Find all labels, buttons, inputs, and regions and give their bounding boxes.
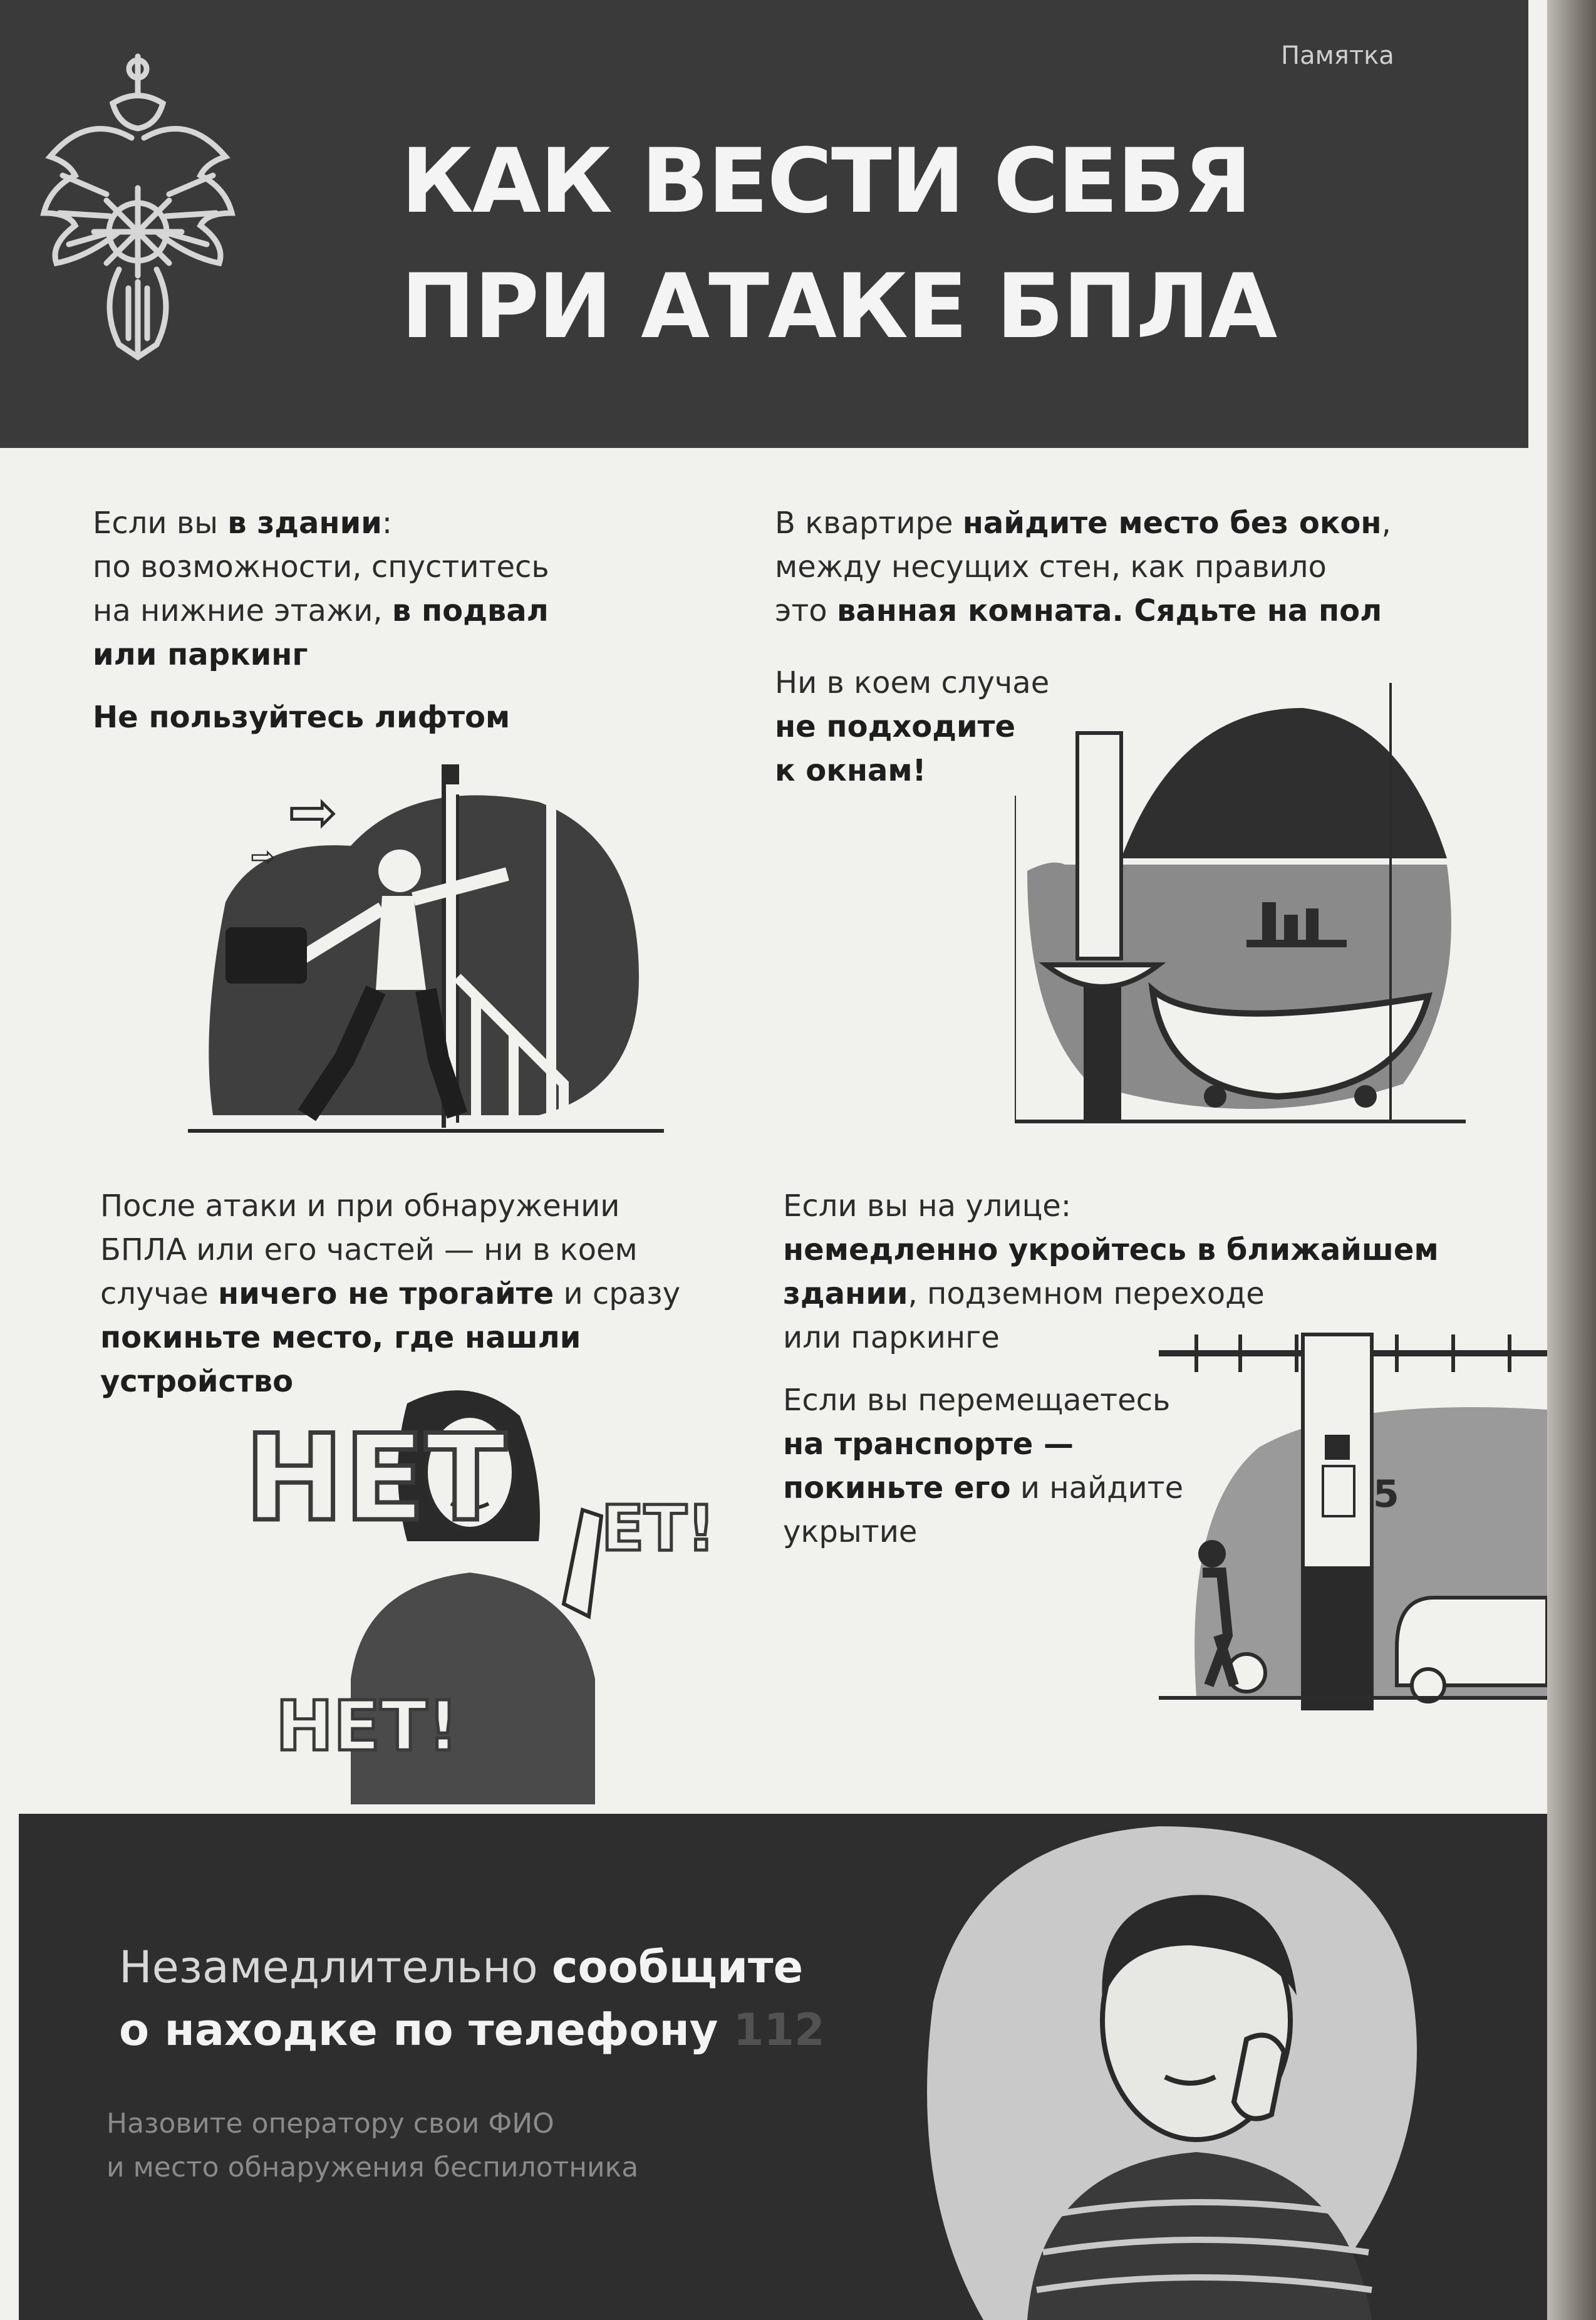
emergency-number: 112 bbox=[733, 2004, 825, 2056]
man-on-phone-illustration bbox=[896, 1814, 1459, 2320]
transport-text: укрытие bbox=[783, 1514, 918, 1549]
title-line-1: КАК ВЕСТИ СЕБЯ bbox=[401, 130, 1251, 233]
building-text: Если вы bbox=[93, 506, 228, 541]
no-label-mid: ЕТ! bbox=[601, 1492, 716, 1565]
transport-text: и найдите bbox=[1010, 1470, 1184, 1506]
after-attack-emph: ничего не трогайте bbox=[218, 1276, 554, 1311]
report-call bbox=[119, 1936, 825, 2061]
report-detail-text: и место обнаружения беспилотника bbox=[106, 2151, 639, 2183]
report-emph: сообщите bbox=[552, 1942, 804, 1993]
windows-warning-text: Ни в коем случае bbox=[775, 665, 1050, 700]
windows-warning bbox=[775, 661, 1049, 793]
transport-instructions bbox=[783, 1378, 1183, 1554]
bathroom-illustration bbox=[1015, 683, 1466, 1134]
transport-text: Если вы перемещаетесь bbox=[783, 1383, 1171, 1418]
page-title bbox=[401, 119, 1276, 370]
after-attack-text: случае bbox=[100, 1276, 219, 1311]
windows-warning-emph: не подходите bbox=[775, 709, 1016, 744]
page-edge bbox=[1547, 0, 1596, 2320]
after-attack-text: и сразу bbox=[554, 1276, 681, 1311]
parking-level-number: 5 bbox=[1373, 1472, 1399, 1516]
arrow-icon: ⇨ bbox=[251, 840, 276, 875]
street-emph: здании bbox=[783, 1276, 908, 1311]
street-emph: немедленно укройтесь в ближайшем bbox=[783, 1232, 1439, 1267]
building-text: на нижние этажи, bbox=[93, 593, 392, 628]
apartment-text: , bbox=[1381, 506, 1391, 541]
after-attack-text: БПЛА или его частей — ни в коем bbox=[100, 1232, 638, 1267]
transport-emph: покиньте его bbox=[783, 1470, 1011, 1506]
after-attack-instructions bbox=[100, 1184, 680, 1403]
windows-warning-emph: к окнам! bbox=[775, 753, 926, 788]
after-attack-emph: покиньте место, где нашли bbox=[100, 1320, 581, 1355]
no-label-big: НЕТ bbox=[244, 1409, 507, 1548]
apartment-instructions bbox=[775, 501, 1391, 633]
report-emph: о находке по телефону bbox=[119, 2004, 733, 2056]
arrow-icon: ⇨ bbox=[288, 777, 339, 847]
transport-emph: на транспорте — bbox=[783, 1427, 1074, 1462]
apartment-text: между несущих стен, как правило bbox=[775, 549, 1327, 585]
building-emph: или паркинг bbox=[93, 637, 308, 672]
report-text: Незамедлительно bbox=[119, 1942, 552, 1993]
apartment-text: В квартире bbox=[775, 506, 963, 541]
street-text: или паркинге bbox=[783, 1320, 1000, 1355]
report-details bbox=[106, 2102, 638, 2190]
no-elevator-warning: Не пользуйтесь лифтом bbox=[93, 700, 510, 735]
parking-illustration bbox=[1159, 1322, 1547, 1710]
stairs-illustration bbox=[188, 764, 664, 1140]
apartment-text: это bbox=[775, 593, 837, 628]
leaflet-tag: Памятка bbox=[1281, 41, 1394, 70]
no-label-small: НЕТ! bbox=[276, 1686, 459, 1766]
street-text: , подземном переходе bbox=[908, 1276, 1265, 1311]
title-line-2: ПРИ АТАКЕ БПЛА bbox=[401, 255, 1277, 358]
after-attack-emph: устройство bbox=[100, 1364, 294, 1399]
building-text: : bbox=[381, 506, 393, 541]
building-emph: в здании bbox=[227, 506, 382, 541]
building-text: по возможности, спуститесь bbox=[93, 549, 549, 585]
after-attack-text: После атаки и при обнаружении bbox=[100, 1189, 620, 1224]
apartment-emph: ванная комната. Сядьте на пол bbox=[836, 593, 1382, 628]
building-instructions bbox=[93, 501, 549, 739]
report-detail-text: Назовите оператору свои ФИО bbox=[106, 2108, 554, 2140]
street-text: Если вы на улице: bbox=[783, 1189, 1072, 1224]
apartment-emph: найдите место без окон bbox=[962, 506, 1382, 541]
building-emph: в подвал bbox=[391, 593, 549, 628]
emercom-emblem-icon bbox=[25, 44, 251, 370]
